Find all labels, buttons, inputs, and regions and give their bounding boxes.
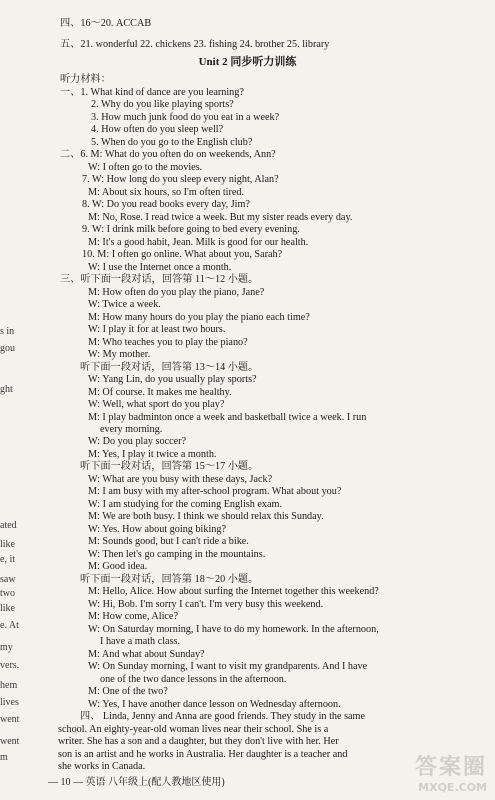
edge-fragment: went bbox=[0, 714, 20, 725]
edge-fragment: ated bbox=[0, 520, 17, 531]
transcript-line: M: One of the two? bbox=[88, 686, 168, 697]
edge-fragment: e, it bbox=[0, 554, 15, 565]
transcript-line: 3. How much junk food do you eat in a week? bbox=[91, 112, 280, 123]
edge-fragment: my bbox=[0, 642, 13, 653]
transcript-line: every morning. bbox=[100, 424, 163, 435]
transcript-line: M: No, Rose. I read twice a week. But my sister reads every day. bbox=[88, 212, 353, 223]
transcript-line: son is an artist and he works in Australia. Her daughter is a teacher and bbox=[58, 749, 348, 760]
edge-fragment: went bbox=[0, 736, 20, 747]
transcript-line: 5. When do you go to the English club? bbox=[91, 137, 253, 148]
transcript-line: 7. W: How long do you sleep every night, Alan? bbox=[82, 174, 279, 185]
transcript-line: W: Yes, I have another dance lesson on Wednesday afternoon. bbox=[88, 699, 341, 710]
transcript-line: W: I am studying for the coming English exam. bbox=[88, 499, 282, 510]
transcript-line: M: Yes, I play it twice a month. bbox=[88, 449, 217, 460]
transcript-line: 10. M: I often go online. What about you, Sarah? bbox=[82, 249, 283, 260]
transcript-line: school. An eighty-year-old woman lives near their school. She is a bbox=[58, 724, 329, 735]
transcript-line: 二、6. M: What do you often do on weekends, Ann? bbox=[60, 149, 276, 160]
transcript-line: W: Yang Lin, do you usually play sports? bbox=[88, 374, 257, 385]
transcript-line: 一、1. What kind of dance are you learning? bbox=[60, 87, 244, 98]
transcript-line: 9. W: I drink milk before going to bed every evening. bbox=[82, 224, 300, 235]
transcript-line: M: About six hours, so I'm often tired. bbox=[88, 187, 245, 198]
transcript-line: M: Sounds good, but I can't ride a bike. bbox=[88, 536, 249, 547]
unit-title: Unit 2 同步听力训练 bbox=[198, 56, 297, 68]
transcript-line: 听下面一段对话，回答第 15～17 小题。 bbox=[80, 461, 259, 472]
watermark-logo bbox=[415, 750, 487, 794]
transcript-line: M: Good idea. bbox=[88, 561, 148, 572]
answer-line-5: 五、21. wonderful 22. chickens 23. fishing 24. brother 25. library bbox=[60, 39, 330, 50]
transcript-line: W: I often go to the movies. bbox=[88, 162, 203, 173]
transcript-line: M: Of course. It makes me healthy. bbox=[88, 387, 232, 398]
transcript-line: M: We are both busy. I think we should relax this Sunday. bbox=[88, 511, 324, 522]
transcript-line: writer. She has a son and a daughter, but they don't live with her. Her bbox=[58, 736, 339, 747]
edge-fragment: e. At bbox=[0, 620, 19, 631]
edge-fragment: two bbox=[0, 588, 15, 599]
transcript-line: W: I use the Internet once a month. bbox=[88, 262, 232, 273]
transcript-line: M: Who teaches you to play the piano? bbox=[88, 337, 248, 348]
edge-fragment: hem bbox=[0, 680, 18, 691]
listening-header: 听力材料： bbox=[60, 74, 111, 85]
edge-fragment: ght bbox=[0, 384, 13, 395]
transcript-line: W: I play it for at least two hours. bbox=[88, 324, 226, 335]
transcript-line: 听下面一段对话，回答第 18～20 小题。 bbox=[80, 574, 259, 585]
transcript-line: W: Well, what sport do you play? bbox=[88, 399, 225, 410]
watermark-url: MXQE.COM bbox=[418, 781, 487, 794]
transcript-line: one of the two dance lessons in the afternoon. bbox=[100, 674, 287, 685]
transcript-line: W: Hi, Bob. I'm sorry I can't. I'm very busy this weekend. bbox=[88, 599, 324, 610]
transcript-line: 2. Why do you like playing sports? bbox=[91, 99, 234, 110]
transcript-line: M: I play badminton once a week and basketball twice a week. I run bbox=[88, 412, 367, 423]
transcript-line: M: It's a good habit, Jean. Milk is good for our health. bbox=[88, 237, 309, 248]
transcript-line: W: On Saturday morning, I have to do my homework. In the afternoon, bbox=[88, 624, 379, 635]
edge-fragment: s in bbox=[0, 326, 15, 337]
transcript-line: W: Then let's go camping in the mountains. bbox=[88, 549, 266, 560]
transcript-line: M: How often do you play the piano, Jane? bbox=[88, 287, 265, 298]
transcript-line: I have a math class. bbox=[100, 636, 181, 647]
edge-fragment: vers. bbox=[0, 660, 20, 671]
transcript-line: W: On Sunday morning, I want to visit my grandparents. And I have bbox=[88, 661, 368, 672]
page-footer: — 10 — 英语 八年级上(配人教地区使用) bbox=[48, 777, 225, 788]
transcript-line: M: And what about Sunday? bbox=[88, 649, 205, 660]
transcript-line: 8. W: Do you read books every day, Jim? bbox=[82, 199, 250, 210]
transcript-line: M: How come, Alice? bbox=[88, 611, 178, 622]
transcript-line: M: I am busy with my after-school program. What about you? bbox=[88, 486, 342, 497]
transcript-line: W: Do you play soccer? bbox=[88, 436, 187, 447]
edge-fragment: like bbox=[0, 603, 15, 614]
transcript-line: W: Twice a week. bbox=[88, 299, 161, 310]
transcript-line: W: My mother. bbox=[88, 349, 151, 360]
answer-line-4: 四、16～20. ACCAB bbox=[60, 18, 152, 29]
transcript-line: 听下面一段对话，回答第 13～14 小题。 bbox=[80, 362, 259, 373]
transcript-line: M: Hello, Alice. How about surfing the Internet together this weekend? bbox=[88, 586, 379, 597]
transcript-line: 4. How often do you sleep well? bbox=[91, 124, 224, 135]
transcript-line: M: How many hours do you play the piano each time? bbox=[88, 312, 310, 323]
edge-fragment: like bbox=[0, 539, 15, 550]
transcript-line: she works in Canada. bbox=[58, 761, 146, 772]
edge-fragment: gou bbox=[0, 343, 15, 354]
watermark-text: 答案圈 bbox=[414, 755, 487, 780]
edge-fragment: lives bbox=[0, 697, 19, 708]
transcript-line: W: Yes. How about going biking? bbox=[88, 524, 226, 535]
transcript-line: 三、听下面一段对话，回答第 11～12 小题。 bbox=[60, 274, 259, 285]
transcript-line: W: What are you busy with these days, Jack? bbox=[88, 474, 273, 485]
edge-fragment: m bbox=[0, 752, 8, 763]
transcript-line: 四、 Linda, Jenny and Anna are good friends. They study in the same bbox=[80, 711, 366, 722]
edge-fragment: saw bbox=[0, 574, 16, 585]
